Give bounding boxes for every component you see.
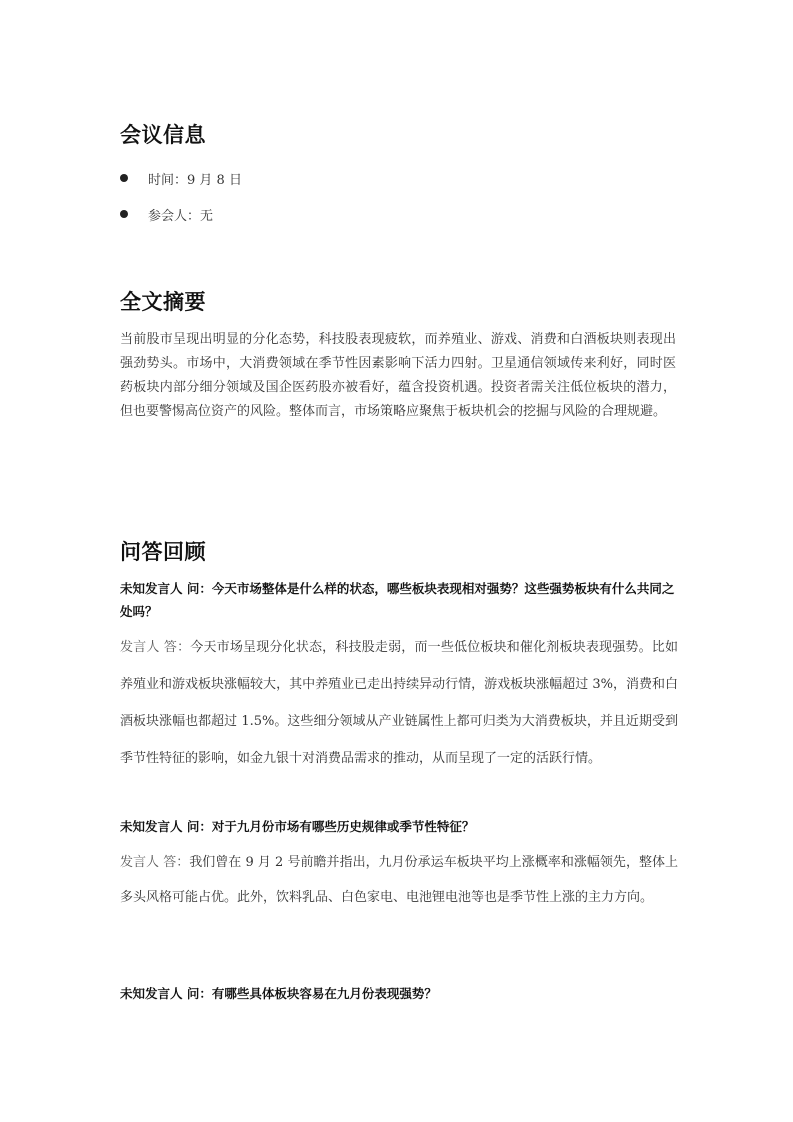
- summary-heading: 全文摘要: [120, 290, 206, 314]
- qa-question-1: 未知发言人 问：今天市场整体是什么样的状态，哪些板块表现相对强势？这些强势板块有什么共同之处吗？: [120, 581, 675, 619]
- qa-heading: 问答回顾: [120, 540, 206, 564]
- qa-question-3: 未知发言人 问：有哪些具体板块容易在九月份表现强势？: [120, 986, 437, 1001]
- qa-question-2: 未知发言人 问：对于九月份市场有哪些历史规律或季节性特征？: [120, 819, 475, 834]
- meeting-time: 时间：9 月 8 日: [148, 172, 242, 188]
- qa-answer-2: [120, 845, 678, 915]
- answer-speaker: 发言人 答：: [120, 640, 191, 655]
- answer-speaker: 发言人 答：: [120, 855, 190, 870]
- bullet-icon: [120, 174, 128, 182]
- meeting-info-heading: 会议信息: [120, 123, 206, 147]
- answer-text: 我们曾在 9 月 2 号前瞻并指出，九月份承运车板块平均上涨概率和涨幅领先，整体上多头风格可能占优。此外，饮料乳品、白色家电、电池锂电池等也是季节性上涨的主力方向。: [120, 855, 678, 905]
- meeting-time-item: [120, 168, 242, 188]
- qa-answer-1: [120, 629, 678, 777]
- summary-text: 当前股市呈现出明显的分化态势，科技股表现疲软，而养殖业、游戏、消费和白酒板块则表现出强劲势头。市场中，大消费领域在季节性因素影响下活力四射。卫星通信领域传来利好，同时医药板块内部分细分领域及国企医药股亦被看好，蕴含投资机遇。投资者需关注低位板块的潜力，但也要警惕高位资产的风险。整体而言，市场策略应聚焦于板块机会的挖掘与风险的合理规避。: [120, 332, 676, 419]
- answer-text: 今天市场呈现分化状态，科技股走弱，而一些低位板块和催化剂板块表现强势。比如养殖业和游戏板块涨幅较大，其中养殖业已走出持续异动行情，游戏板块涨幅超过 3%，消费和白酒板块涨幅也都超过 1.5%。这些细分领域从产业链属性上都可归类为大消费板块，并且近期受到季节性特征的影响，如金九银十对消费品需求的推动，从而呈现了一定的活跃行情。: [120, 640, 678, 766]
- bullet-icon: [120, 210, 128, 218]
- meeting-attendees-item: [120, 204, 213, 224]
- meeting-attendees: 参会人：无: [148, 208, 214, 224]
